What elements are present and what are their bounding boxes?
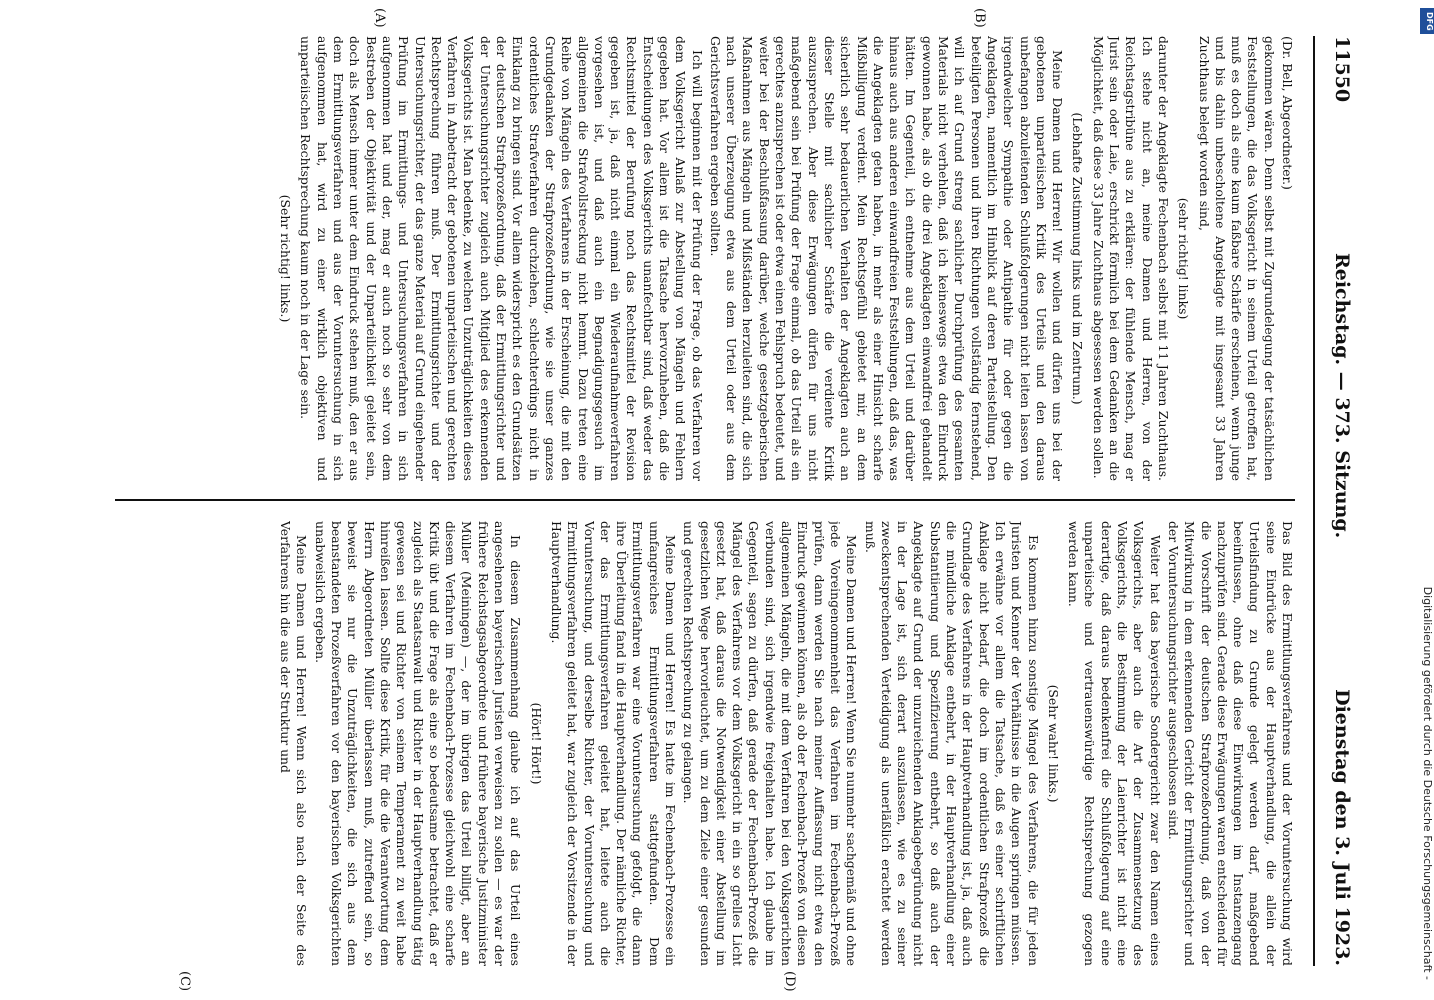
interjection: (Hört! Hört!) [528,702,544,785]
paragraph: Meine Damen und Herren! Wenn Sie nunmehr sachgemäß und ohne jede Voreingenommenheit das Verfahren im Fechenbach-Prozeß prüfen, dann werden Sie nach meiner Auffassung nicht etwa den Eindruck gewinnen können, als ob der Fechenbach-Prozeß von diesen allgemeinen Mängeln, die mit dem Verfahren bei den Volksgerichten verbunden sind, sich irgendwie freigehalten habe. Ich glaube im Gegenteil, sagen zu dürfen, daß gerade der Fechenbach-Prozeß die Mängel des Verfahrens vor dem Volksgericht in ein so grelles Licht gesetzt hat, daß daraus die Notwendigkeit einer Abstellung im gesetzlichen Wege hervorleuchtet, um zu dem Ziele einer gesunden und gerechten Rechtsprechung zu gelangen. [681,521,860,966]
paragraph: Meine Damen und Herren! Wenn sich also nach der Seite des Verfahrens hin die aus der Struktur und [278,521,310,966]
left-column [95,36,1295,481]
paragraph: Ich will beginnen mit der Prüfung der Frage, ob das Verfahren vor dem Volksgericht Anlaß zur Abstellung von Mängeln und Fehlern gegeben hat. Vor allem ist die Tatsache hervorzuheben, daß die Entscheidungen des Volksgerichts unanfechtbar sind, daß weder das Rechtsmittel der Berufung noch das Rechtsmittel der Revision gegeben ist, ja, daß nicht einmal ein Wiederaufnahmeverfahren vorgesehen ist, und daß auch ein Begnadigungsgesuch im allgemeinen die Strafvollstreckung nicht hemmt. Dazu treten eine Reihe von Mängeln des Verfahrens in der Erscheinung, die mit den Grundgedanken der Strafprozeßordnung, wie sie unser ganzes ordentliches Strafverfahren durchziehen, schlechterdings nicht in Einklang zu bringen sind. Vor allem widerspricht es den Grundsätzen der deutschen Strafprozeßordnung, daß der Ermittlungsrichter und der Untersuchungsrichter zugleich auch Mitglied des erkennenden Volksgerichts ist. Man bedenke, zu welchen Unzuträglichkeiten dieses Verfahren in Anbetracht der gebotenen unparteiischen und gerechten Rechtsprechung führen muß. Der Ermittlungsrichter und der Untersuchungsrichter, der das ganze Material auf Grund eingehender Prüfung im Ermittlungs- und Untersuchungsverfahren in sich aufgenommen hat und der, mag er auch noch so sehr von dem Bestreben der Objektivität und der Unparteilichkeit geleitet sein, doch als Mensch immer unter dem Eindruck stehen muß, den er aus dem Ermittlungsverfahren und aus der Voruntersuchung in sich aufgenommen hat, wird zu einer wirklich objektiven und unparteiischen Rechtsprechung kaum noch in der Lage sein. [298,36,705,481]
session-date: Dienstag den 3. Juli 1923. [1331,689,1353,966]
paragraph: Weiter hat das bayerische Sondergericht zwar den Namen eines Volksgerichts, aber auch die Art der Zusammensetzung des Volksgerichts, die Bestimmung der Laienrichter ist nicht eine derartige, daß daraus bedenkenfrei die Schlußfolgerung auf eine unparteiische und vertrauenswürdige Rechtsprechung gezogen werden kann. [1066,521,1163,966]
paragraph: gekommen wären. Denn selbst mit Zugrundelegung der tatsächlichen Feststellungen, die das Volksgericht in seinem Urteil getroffen hat, muß es doch als eine kaum faßbare Schärfe erscheinen, wenn junge und bis dahin unbescholtene Angeklagte mit insgesamt 33 Jahren Zuchthaus belegt worden sind, [1196,36,1277,481]
speaker-label: (Dr. Bell, Abgeordneter.) [1280,36,1295,190]
page-number: 11550 [1331,36,1353,103]
credit-text: Digitalisierung gefördert durch die Deutsche Forschungsgemeinschaft - [1421,586,1434,980]
margin-marker-c: (C) [177,971,192,992]
margin-marker-d: (D) [782,971,797,992]
paragraph: In diesem Zusammenhang glaube ich auf das Urteil eines angesehenen bayerischen Juristen verweisen zu sollen — es war der frühere Reichstagsabgeordnete und frühere bayerische Justizminister Müller (Meiningen) —, der im übrigen das Urteil billigt, aber an diesem Verfahren im Fechenbach-Prozesse gleichwohl eine scharfe Kritik übt und die Frage als eine so bedeutsame betrachtet, daß er zugleich als Staatsanwalt und Richter in der Hauptverhandlung tätig gewesen sei und Richter von seinem Temperament zu weit habe hinreißen lassen. Sollte diese Kritik, für die die Verantwortung dem Herrn Abgeordneten Müller überlassen muß, zutreffend sein, so beweist sie nur die Unzuträglichkeiten, die sich aus dem beanstandeten Prozeßverfahren vor den bayerischen Volksgerichten unabweislich ergeben. [312,521,524,966]
dfg-logo: DFG [1420,8,1434,34]
digitization-credit [1416,20,1434,980]
margin-marker-b: (B) [972,8,987,28]
margin-marker-a: (A) [372,8,387,28]
paragraph: Meine Damen und Herren! Wir wollen und dürfen uns bei der gebotenen unparteiischen Kritik des Urteils und den daraus unbefangen abzuleitenden Schlußfolgerungen nicht leiten lassen von irgendwelcher Sympathie oder Antipathie für oder gegen die Angeklagten, namentlich im Hinblick auf deren Parteistellung. Den beteiligten Personen und ihren Richtungen vollständig fernstehend, will ich auf Grund streng sachlicher Durchprüfung des gesamten Materials nicht verhehlen, daß ich keineswegs etwa den Eindruck gewonnen habe, als ob die drei Angeklagten einwandfrei gehandelt hätten. Im Gegenteil, ich entnehme aus dem Urteil und darüber hinaus auch aus anderen einwandfreien Feststellungen, daß das, was die Angeklagten getan haben, in mehr als einer Hinsicht scharfe Mißbilligung verdient. Mein Rechtsgefühl gebietet mir, an dem sicherlich sehr bedauerlichen Verhalten der Angeklagten auch an dieser Stelle mit sachlicher Schärfe die verdiente Kritik auszusprechen. Aber diese Erwägungen dürfen für uns nicht maßgebend sein bei Prüfung der Frage einmal, ob das Urteil als ein gerechtes anzusprechen ist oder etwa einen Fehlspruch bedeutet, und weiter bei der Beschlußfassung darüber, welche gesetzgeberischen Maßnahmen aus Mängeln und Mißständen herzuleiten sind, die sich nach unserer Überzeugung etwa aus dem Urteil oder aus dem Gerichtsverfahren ergeben sollten. [707,36,1066,481]
interjection: (Lebhafte Zustimmung links und im Zentrum.) [1070,112,1086,405]
interjection: (Sehr richtig! links.) [278,194,294,323]
page-title: Reichstag. — 373. Sitzung. [1331,252,1353,539]
paragraph: darunter der Angeklagte Fechenbach selbst mit 11 Jahren Zuchthaus. Ich stehe nicht an, meine Damen und Herren, von der Reichstagstribüne aus zu erklären: der fühlende Mensch, mag er Jurist sein oder Laie, erschrickt förmlich bei dem Gedanken an die Möglichkeit, daß diese 33 Jahre Zuchthaus abgesessen werden sollen. [1090,36,1171,481]
paragraph: Das Bild des Ermittlungsverfahrens und der Voruntersuchung wird seine Eindrücke aus der Hauptverhandlung, die allein der Urteilsfindung zu Grunde gelegt werden darf, maßgebend beeinflussen, ohne daß diese Einwirkungen im Instanzengang nachzuprüfen sind. Gerade diese Erwägungen waren entscheidend für die Vorschrift der deutschen Strafprozeßordnung, daß von der Mitwirkung in dem erkennenden Gericht der Ermittlungsrichter und der Voruntersuchungsrichter ausgeschlossen sind. [1165,521,1295,966]
document-page [77,8,1367,992]
paragraph: Es kommen hinzu sonstige Mängel des Verfahrens, die für jeden Juristen und Kenner der Verhältnisse in die Augen springen müssen. Ich erwähne vor allem die Tatsache, daß es einer schriftlichen Anklage nicht bedarf, die doch im ordentlichen Strafprozeß die Grundlage des Verfahrens in der Hauptverhandlung ist, ja, daß auch die mündliche Anklage entbehrt, in der Hauptverhandlung einer Substantiierung und Spezifizierung entbehrt, so daß auch der Angeklagte auf Grund der unzureichenden Anklagebegründung nicht in der Lage ist, sich derart auszulassen, wie es zu seiner zweckentsprechenden Verteidigung als unerläßlich erachtet werden muß. [862,521,1041,966]
interjection: (Sehr wahr! links.) [1045,684,1061,803]
paragraph: Meine Damen und Herren! Es hatte im Fechenbach-Prozesse ein umfangreiches Ermittlungsverfahren stattgefunden. Dem Ermittlungsverfahren war eine Voruntersuchung gefolgt, die dann ihre Überleitung fand in die Hauptverhandlung. Der nämliche Richter, der das Ermittlungsverfahren geleitet hat, leitete auch die Voruntersuchung, und derselbe Richter, der Voruntersuchung und Ermittlungsverfahren geleitet hat, war zugleich der Vorsitzende in der Hauptverhandlung. [548,521,679,966]
column-divider [115,499,1295,501]
page-header [1331,36,1353,966]
interjection: (sehr richtig! links) [1176,197,1192,320]
right-column [95,521,1295,966]
header-rule [1313,36,1315,966]
